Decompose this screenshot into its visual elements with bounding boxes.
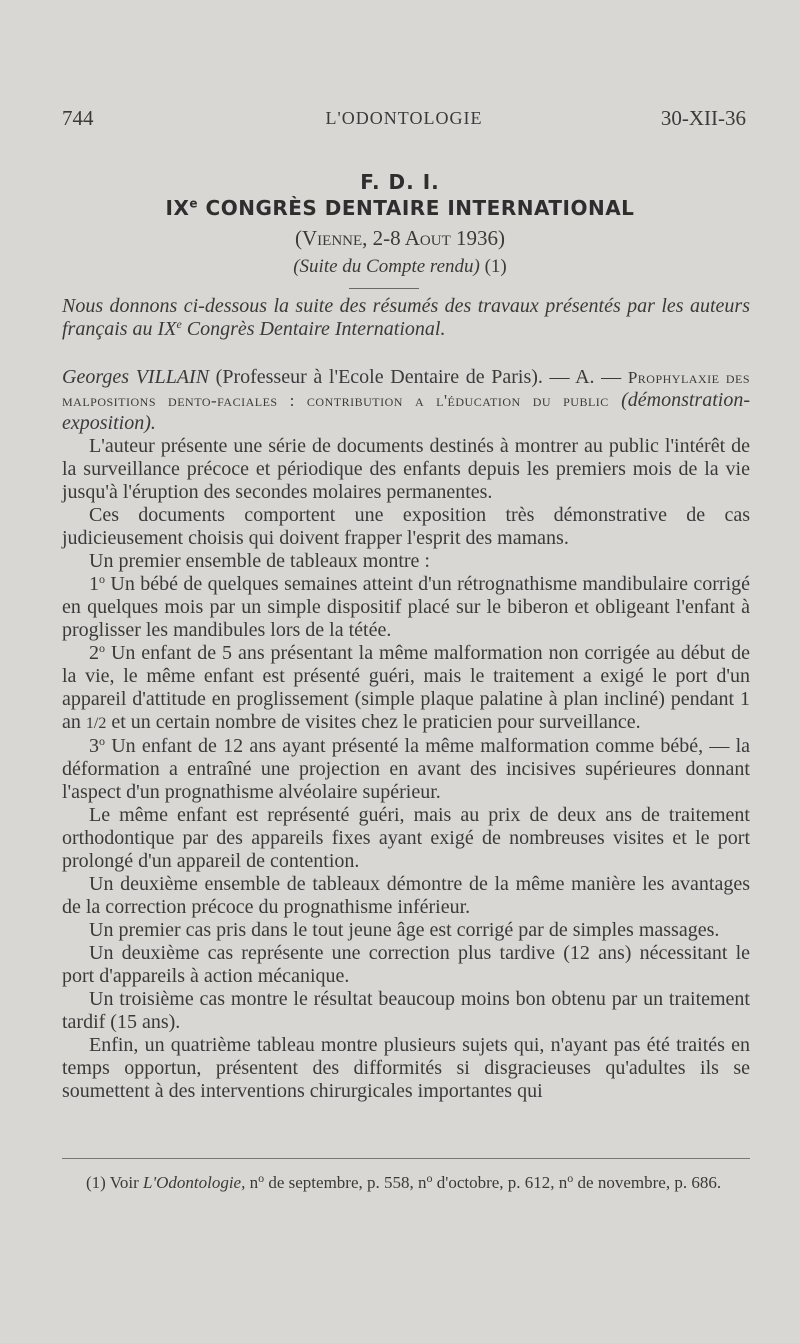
paragraph: 3$^o$ Un enfant de 12 ans ayant présenté la même malformation comme bébé, — la déformation a entraîné une projection en avant des incisives supérieures donnant l'aspect d'un prognathisme alvéolaire supérieur. [62, 734, 751, 803]
journal-name: L'ODONTOLOGIE [325, 108, 483, 128]
footnote: (1) Voir L'Odontologie, $n^o$ de septembre, p. 558, $n^o$ d'octobre, p. 612, $n^o$ de novembre, p. 686. [86, 1171, 722, 1192]
author-affiliation: (Professeur à l'Ecole Dentaire de Paris). — A. — [209, 366, 628, 388]
paragraph: Ces documents comportent une exposition très démonstrative de cas judicieusement choisis qui doivent frapper l'esprit des mamans. [62, 504, 750, 549]
title-fdi: F. D. I. [360, 170, 440, 194]
footnote-ref: (1) [484, 256, 507, 277]
paper-topic: Prophylaxie des malpositions dento-faciales : contribution a l'éducation du public [62, 368, 751, 410]
page-number: 744 [62, 106, 94, 130]
paragraph: Un premier ensemble de tableaux montre : [89, 550, 430, 572]
paragraph: L'auteur présente une série de documents destinés à montrer au public l'intérêt de la surveillance précoce et périodique des enfants depuis les premiers mois de la vie jusqu'à l'éruption des secondes molaires permanentes. [62, 435, 750, 503]
paragraph: Un premier cas pris dans le tout jeune âge est corrigé par de simples massages. [89, 919, 720, 941]
author-first-name: Georges [62, 366, 130, 388]
issue-date: 30-XII-36 [660, 106, 746, 130]
footnote-rule [62, 1158, 750, 1159]
paragraph: 1$^o$ Un bébé de quelques semaines atteint d'un rétrognathisme mandibulaire corrigé en quelques mois par un simple dispositif placé sur le biberon et obligeant l'enfant à proglisser les mandibules lors de la tétée. [62, 572, 751, 641]
running-head [62, 106, 746, 132]
paragraph: Un troisième cas montre le résultat beaucoup moins bon obtenu par un traitement tardif (15 ans). [62, 988, 750, 1033]
title-congress: IXe CONGRÈS DENTAIRE INTERNATIONAL [165, 196, 635, 220]
title-subtitle: (Suite du Compte rendu) (1) [293, 256, 507, 277]
paragraph: Un deuxième ensemble de tableaux démontre de la même manière les avantages de la correction précoce du prognathisme inférieur. [62, 873, 750, 918]
intro-paragraph: Nous donnons ci-dessous la suite des résumés des travaux présentés par les auteurs français au IXe Congrès Dentaire International. [62, 295, 750, 340]
fraction: 1/2 [85, 715, 107, 732]
author-last-name: VILLAIN [135, 366, 210, 388]
paper-format: (démonstration-exposition). [62, 389, 750, 434]
paragraph: Un deuxième cas représente une correction plus tardive (12 ans) nécessitant le port d'appareils à action mécanique. [62, 942, 750, 987]
paper-entry [62, 366, 750, 435]
title-rule [349, 288, 419, 289]
title-place-date: (Vienne, 2-8 Aout 1936) [295, 226, 505, 250]
paragraph: Le même enfant est représenté guéri, mais au prix de deux ans de traitement orthodontique par des appareils fixes ayant exigé de nombreuses visites et le port prolongé d'un appareil de contention. [62, 804, 750, 872]
body-text [62, 435, 750, 1103]
paragraph: Enfin, un quatrième tableau montre plusieurs sujets qui, n'ayant pas été traités en temps opportun, présentent des difformités si disgracieuses qu'adultes ils se soumettent à des interventions chirurgicales importantes qui [62, 1034, 750, 1102]
paragraph: 2$^o$ Un enfant de 5 ans présentant la même malformation non corrigée au début de la vie, le même enfant est présenté guéri, mais le traitement a exigé le port d'un appareil d'attitude en proglissement (simple plaque palatine à plan incliné) pendant 1 an 1/2 et un certain nombre de visites chez le praticien pour surveillance. [62, 641, 751, 733]
